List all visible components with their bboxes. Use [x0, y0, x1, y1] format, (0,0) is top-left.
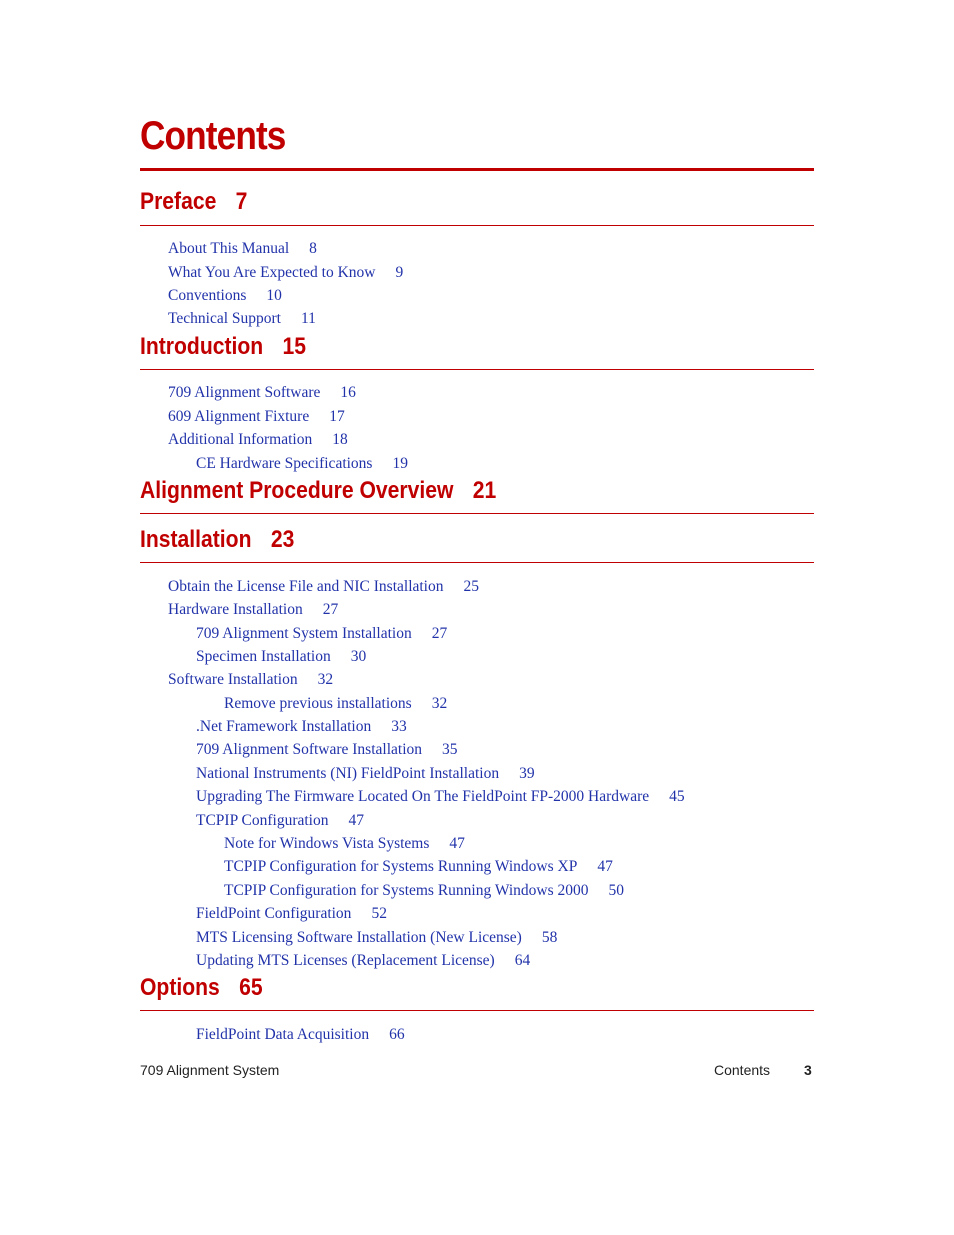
toc-entry-title: Hardware Installation [168, 601, 303, 618]
toc-entry[interactable] [168, 407, 345, 427]
title-rule [140, 168, 814, 171]
section-page-number: 23 [270, 526, 295, 553]
toc-entry-page: 16 [340, 384, 356, 401]
footer-page-number: 3 [804, 1062, 812, 1078]
toc-entry-page: 27 [322, 601, 339, 618]
toc-entry[interactable] [168, 286, 282, 306]
toc-entry-page: 8 [309, 240, 317, 257]
toc-entry-page: 25 [463, 578, 479, 595]
page-title: Contents [140, 114, 286, 158]
section-heading-preface[interactable] [140, 187, 247, 217]
toc-entry[interactable] [168, 263, 403, 283]
toc-entry[interactable] [196, 764, 535, 784]
section-rule [140, 225, 814, 226]
toc-entry[interactable] [168, 670, 333, 690]
section-rule [140, 1010, 814, 1011]
section-heading-options[interactable] [140, 973, 263, 1003]
toc-entry-page: 50 [608, 882, 624, 899]
toc-entry-title: TCPIP Configuration for Systems Running Windows XP [224, 858, 578, 875]
toc-entry-title: What You Are Expected to Know [168, 264, 376, 281]
section-heading-introduction[interactable] [140, 332, 306, 362]
toc-entry-page: 10 [266, 287, 282, 304]
toc-entry-page: 47 [449, 835, 465, 852]
toc-entry[interactable] [224, 857, 613, 877]
toc-entry-title: .Net Framework Installation [196, 718, 372, 735]
toc-entry[interactable] [196, 1025, 405, 1045]
toc-entry-title: TCPIP Configuration [196, 812, 329, 829]
toc-entry-page: 58 [541, 929, 558, 946]
toc-entry-title: FieldPoint Configuration [196, 905, 352, 922]
toc-entry-title: Software Installation [168, 671, 298, 688]
toc-entry-title: About This Manual [168, 240, 290, 257]
toc-entry[interactable] [224, 694, 447, 714]
toc-entry[interactable] [168, 577, 479, 597]
toc-entry-title: 709 Alignment Software Installation [196, 741, 423, 758]
toc-entry-page: 39 [519, 765, 535, 782]
toc-entry[interactable] [196, 624, 447, 644]
toc-entry-page: 35 [442, 741, 458, 758]
toc-entry-title: Conventions [168, 287, 247, 304]
toc-entry[interactable] [196, 951, 530, 971]
toc-entry-title: Additional Information [168, 431, 313, 448]
toc-entry-title: 609 Alignment Fixture [168, 408, 310, 425]
toc-entry[interactable] [196, 717, 407, 737]
toc-entry-title: Upgrading The Firmware Located On The FieldPoint FP-2000 Hardware [196, 788, 650, 805]
toc-entry-title: National Instruments (NI) FieldPoint Installation [196, 765, 500, 782]
section-page-number: 21 [472, 477, 497, 504]
toc-entry[interactable] [196, 811, 364, 831]
toc-entry[interactable] [168, 239, 317, 259]
toc-entry-title: TCPIP Configuration for Systems Running Windows 2000 [224, 882, 589, 899]
section-title: Alignment Procedure Overview [140, 477, 454, 504]
section-page-number: 65 [239, 974, 263, 1001]
toc-entry[interactable] [224, 834, 465, 854]
toc-entry-title: 709 Alignment System Installation [196, 625, 412, 642]
toc-entry[interactable] [168, 383, 356, 403]
section-title: Introduction [140, 333, 264, 360]
toc-entry-page: 64 [514, 952, 531, 969]
toc-entry-title: FieldPoint Data Acquisition [196, 1026, 370, 1043]
footer-section: Contents [714, 1062, 771, 1078]
toc-entry-title: MTS Licensing Software Installation (New License) [196, 929, 522, 946]
toc-entry-page: 32 [317, 671, 334, 688]
section-title: Options [140, 974, 220, 1001]
footer-doc-title: 709 Alignment System [140, 1062, 280, 1078]
toc-entry-page: 52 [371, 905, 387, 922]
toc-entry-page: 66 [389, 1026, 405, 1043]
toc-entry-page: 47 [348, 812, 364, 829]
toc-entry-page: 47 [597, 858, 613, 875]
toc-entry-title: Technical Support [168, 310, 281, 327]
toc-entry[interactable] [196, 454, 408, 474]
toc-entry-title: Note for Windows Vista Systems [224, 835, 430, 852]
toc-entry-page: 45 [669, 788, 685, 805]
toc-entry-page: 32 [431, 695, 448, 712]
toc-entry-title: Specimen Installation [196, 648, 331, 665]
section-heading-installation[interactable] [140, 525, 294, 555]
section-rule [140, 369, 814, 370]
toc-entry-page: 19 [392, 455, 408, 472]
section-title: Installation [140, 526, 252, 553]
toc-entry-page: 27 [431, 625, 448, 642]
toc-entry-title: Remove previous installations [224, 695, 412, 712]
toc-entry[interactable] [196, 787, 685, 807]
toc-entry[interactable] [196, 928, 557, 948]
toc-entry-page: 30 [350, 648, 367, 665]
toc-entry-page: 11 [300, 310, 316, 327]
toc-entry-page: 18 [332, 431, 348, 448]
section-heading-alignment-procedure-overview[interactable] [140, 476, 496, 506]
toc-entry[interactable] [196, 740, 458, 760]
toc-entry-title: Updating MTS Licenses (Replacement License) [196, 952, 495, 969]
toc-entry[interactable] [168, 600, 338, 620]
toc-entry[interactable] [168, 430, 348, 450]
section-page-number: 15 [282, 333, 307, 360]
toc-entry[interactable] [168, 309, 316, 329]
toc-entry-page: 9 [395, 264, 404, 281]
toc-entry[interactable] [196, 904, 387, 924]
toc-entry-title: 709 Alignment Software [168, 384, 321, 401]
toc-entry-page: 17 [329, 408, 345, 425]
section-title: Preface [140, 188, 217, 215]
toc-entry[interactable] [196, 647, 366, 667]
toc-entry-title: CE Hardware Specifications [196, 455, 373, 472]
toc-entry-title: Obtain the License File and NIC Installation [168, 578, 444, 595]
toc-entry-page: 33 [391, 718, 407, 735]
toc-entry[interactable] [224, 881, 624, 901]
section-rule [140, 513, 814, 514]
section-page-number: 7 [235, 188, 248, 215]
section-rule [140, 562, 814, 563]
